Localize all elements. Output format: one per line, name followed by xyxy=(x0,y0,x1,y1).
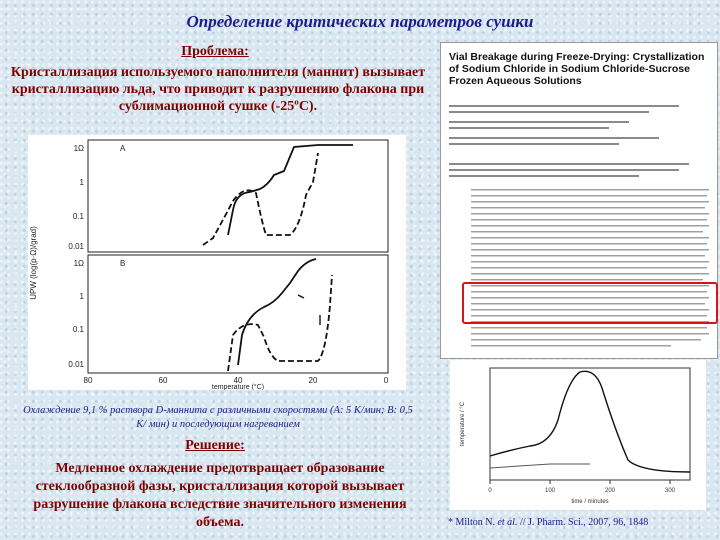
citation xyxy=(448,517,718,528)
panel-a-dashed-curve xyxy=(203,153,318,245)
x-tick: 80 xyxy=(83,376,93,385)
lower-curve xyxy=(490,464,590,468)
left-figure xyxy=(28,135,406,390)
arrow-marks xyxy=(298,295,320,325)
x-tick: 60 xyxy=(158,376,168,385)
highlight-box xyxy=(462,282,718,324)
x-tick: 0 xyxy=(383,376,389,385)
y-tick: 1 xyxy=(79,292,84,301)
x-tick: 300 xyxy=(664,488,676,494)
x-tick: 40 xyxy=(233,376,243,385)
slide-title: Определение критических параметров сушки xyxy=(186,12,534,31)
x-tick: 200 xyxy=(604,488,616,494)
citation-prefix: * Milton N. xyxy=(448,517,495,528)
y-axis-label: temperature / °C xyxy=(460,401,466,447)
panel-b-dashed-curve xyxy=(228,275,332,371)
panel-a-label: A xyxy=(120,144,126,153)
x-tick: 0 xyxy=(488,488,492,494)
citation-rest: // J. Pharm. Sci., 2007, 96, 1848 xyxy=(519,517,649,528)
y-axis-label: UPW (log(p·Ω)/grad) xyxy=(29,226,38,300)
x-axis-label: temperature (°C) xyxy=(211,384,265,390)
y-tick: 0.01 xyxy=(68,360,84,369)
citation-etal: et al. xyxy=(497,517,518,528)
temperature-curve xyxy=(490,371,690,472)
right-figure xyxy=(450,360,706,510)
panel-a-frame xyxy=(88,140,388,252)
temperature-time-plot xyxy=(450,360,706,510)
y-tick: 1 xyxy=(79,178,84,187)
thermal-curves-plot xyxy=(28,135,406,390)
panel-b-solid-curve xyxy=(238,259,316,365)
panel-b-frame xyxy=(88,255,388,373)
y-tick: 1Ω xyxy=(73,144,84,153)
x-tick: 20 xyxy=(308,376,318,385)
problem-text: Кристаллизация используемого наполнителя (маннит) вызывает кристаллизацию льда, что приводит к разрушению флакона при сублимационной сушке (-25ºC). xyxy=(10,65,426,114)
y-tick: 0.1 xyxy=(72,325,84,334)
plot-frame xyxy=(490,368,690,480)
solution-text: Медленное охлаждение предотвращает образование стеклообразной фазы, кристаллизация которой вызывает разрушение флакона вследствие значительного изменения объема. xyxy=(33,461,407,530)
paper-title: Vial Breakage during Freeze-Drying: Crystallization of Sodium Chloride in Sodium Chloride-Sucrose Frozen Aqueous Solutions xyxy=(449,51,705,87)
y-tick: 0.01 xyxy=(68,242,84,251)
y-tick: 0.1 xyxy=(72,212,84,221)
y-tick: 1Ω xyxy=(73,259,84,268)
solution-heading: Решение: xyxy=(185,438,245,453)
figure-caption: Охлаждение 9,1 % раствора D-маннита с различными скоростями (А: 5 K/мин; В: 0,5 K/ мин) и последующим нагреванием xyxy=(23,405,413,430)
x-tick: 100 xyxy=(544,488,556,494)
panel-b-label: B xyxy=(120,259,126,268)
problem-heading: Проблема: xyxy=(181,44,249,59)
x-axis-label: time / minutes xyxy=(571,499,609,505)
